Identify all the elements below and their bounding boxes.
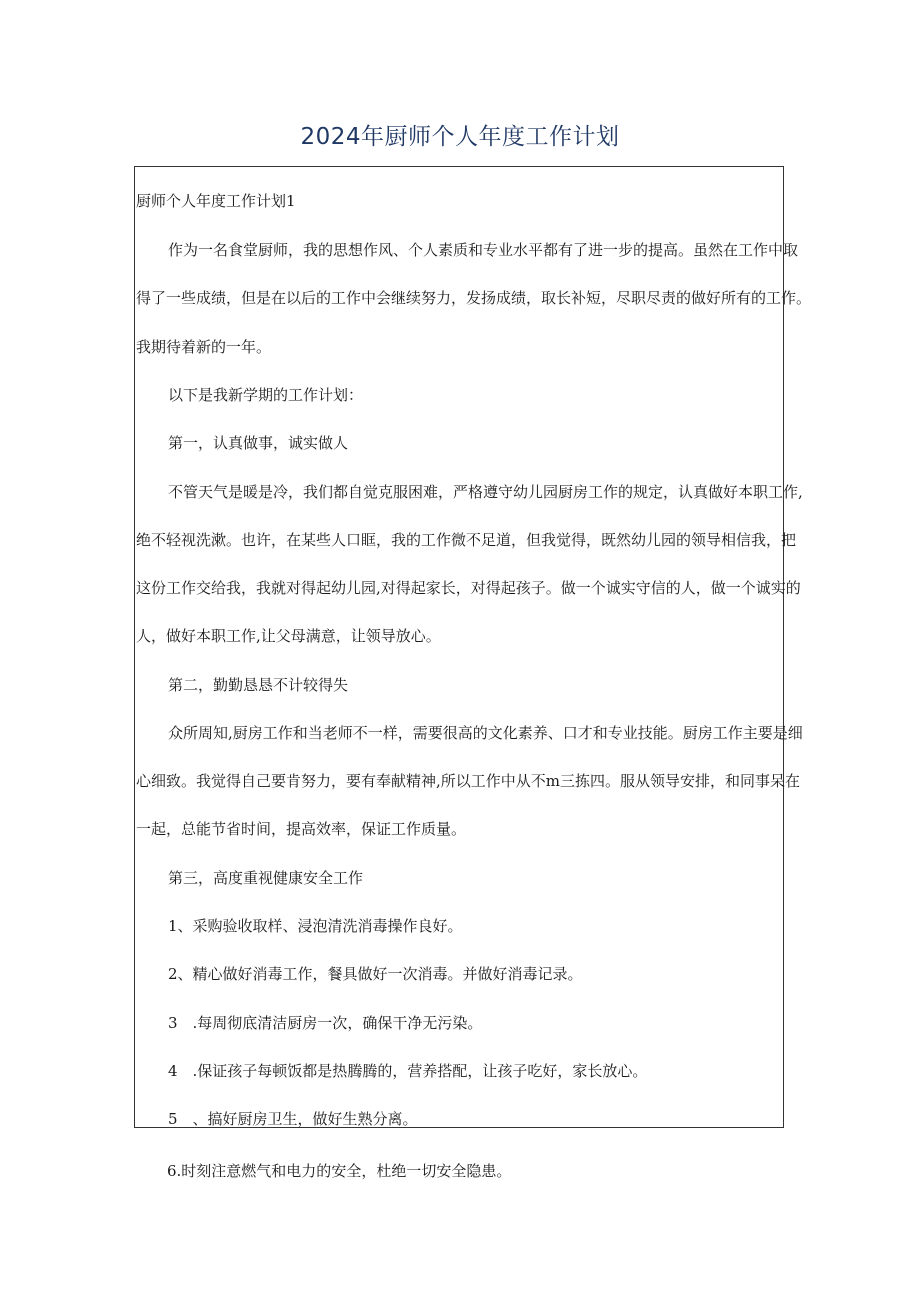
list-item: 6.时刻注意燃气和电力的安全，杜绝一切安全隐患。 [167,1162,512,1180]
list-item: 1、采购验收取样、浸泡清洗消毒操作良好。 [168,917,463,935]
section2-line-3: 一起，总能节省时间，提高效率，保证工作质量。 [136,820,467,838]
list-item: 5 、搞好厨房卫生，做好生熟分离。 [168,1110,418,1128]
list-item: 2、精心做好消毒工作，餐具做好一次消毒。并做好消毒记录。 [168,965,583,983]
intro-line-1: 作为一名食堂厨师，我的思想作风、个人素质和专业水平都有了进一步的提高。虽然在工作中取 [168,241,799,259]
section2-line-1: 众所周知,厨房工作和当老师不一样，需要很高的文化素养、口才和专业技能。厨房工作主要是细 [168,724,803,742]
section3-heading: 第三，高度重视健康安全工作 [168,869,364,887]
list-item: 3 .每周彻底清洁厨房一次，确保干净无污染。 [168,1014,483,1032]
section2-heading: 第二，勤勤恳恳不计较得失 [168,676,349,694]
document-title: 2024年厨师个人年度工作计划 [300,124,620,150]
intro-line-3: 我期待着新的一年。 [136,338,272,356]
section1-line-3: 这份工作交给我，我就对得起幼儿园,对得起家长，对得起孩子。做一个诚实守信的人，做一个诚实的 [136,579,801,597]
section1-heading: 第一，认真做事，诚实做人 [168,434,349,452]
list-item: 4 .保证孩子每顿饭都是热腾腾的，营养搭配，让孩子吃好，家长放心。 [168,1062,648,1080]
section1-line-1: 不管天气是暖是冷，我们都自觉克服困难，严格遵守幼儿园厨房工作的规定，认真做好本职工作, [168,483,803,501]
subtitle: 厨师个人年度工作计划1 [136,192,296,210]
intro-line-2: 得了一些成绩，但是在以后的工作中会继续努力，发扬成绩，取长补短，尽职尽责的做好所有的工作。 [136,289,812,307]
section1-line-2: 绝不轻视洗漱。也许，在某些人口眶，我的工作微不足道，但我觉得，既然幼儿园的领导相信我，把 [136,531,797,549]
section2-line-2: 心细致。我觉得自己要肯努力，要有奉献精神,所以工作中从不m三拣四。服从领导安排，和同事呆在 [136,772,800,790]
plan-intro: 以下是我新学期的工作计划： [168,386,364,404]
content-frame [134,166,812,1128]
section1-line-4: 人，做好本职工作,让父母满意，让领导放心。 [136,627,441,645]
